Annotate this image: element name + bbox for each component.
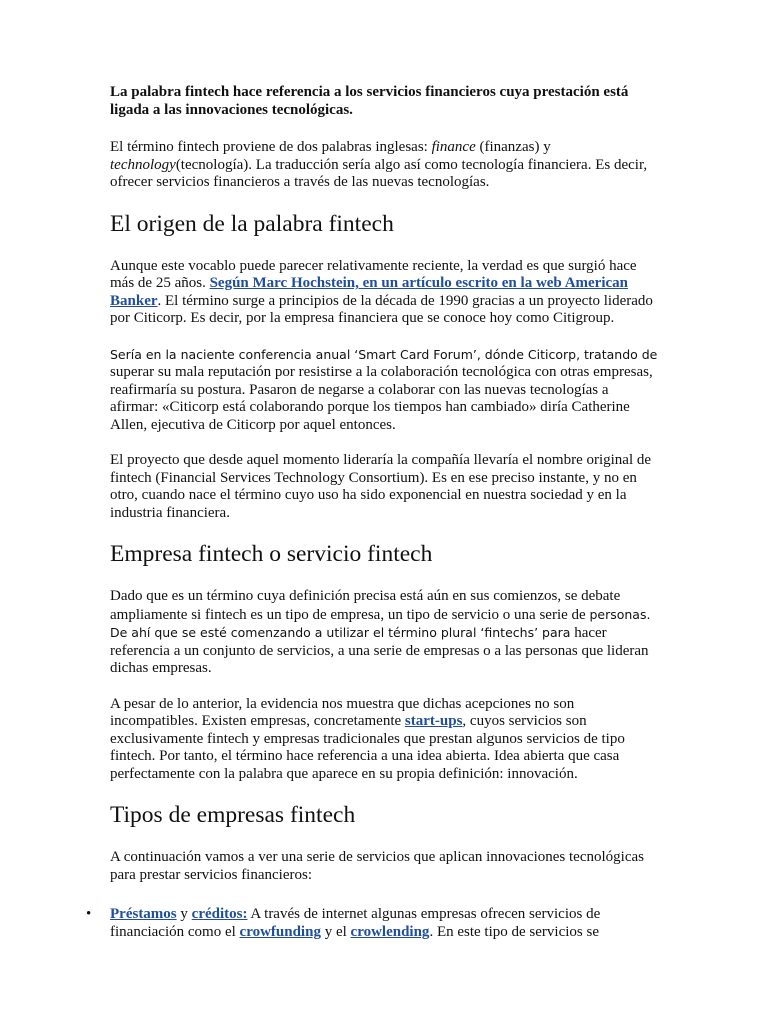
origin-p2-sans-text: Sería en la naciente conferencia anual ‘Smart Card Forum’, dónde Citicorp, tratando de	[110, 346, 658, 362]
origin-p2-rest-text: superar su mala reputación por resistirse a la colaboración tecnológica con otras empresas, reafirmaría su postura. Pasaron de negarse a colaborar con las nuevas tecnologías a afirmar: «Citicorp está colaborando porque los tiempos han cambiado» diría Catherine Allen, ejecutiva de Citicorp por aquel entonces.	[110, 364, 653, 433]
types-paragraph: A continuación vamos a ver una serie de servicios que aplican innovaciones tecnológicas para prestar servicios financieros:	[110, 849, 644, 883]
company-p1-text-b: hacer referencia a un conjunto de servicios, a una serie de empresas o a las personas que lideran dichas empresas.	[110, 625, 649, 676]
list-item	[86, 906, 660, 941]
crowfunding-link[interactable]: crowfunding	[239, 923, 321, 940]
definition-text-a: El término fintech proviene de dos palabras inglesas:	[110, 139, 432, 155]
finance-term: finance	[431, 139, 476, 155]
origin-text-a: Aunque este vocablo puede parecer relativamente reciente, la verdad es que surgió hace más de 25 años.	[110, 257, 637, 291]
bullet-text-b: y el	[320, 923, 351, 940]
american-banker-link[interactable]: Según Marc Hochstein, en un artículo escrito en la web American Banker	[110, 275, 629, 309]
prestamos-link[interactable]: Préstamos	[110, 906, 177, 922]
technology-term: technology	[110, 156, 176, 173]
company-paragraph-1	[110, 588, 660, 678]
company-p2-text-b: , cuyos servicios son exclusivamente fintech y empresas tradicionales que prestan algunos servicios de tipo fintech. Por tanto, el término hace referencia a una idea abierta. Idea abierta que casa perfectamente con la palabra que aparece en su propia definición: innovación.	[110, 713, 625, 782]
bullet-text-c: . En este tipo de servicios se	[429, 923, 599, 940]
company-p1-text-a: Dado que es un término cuya definición precisa está aún en sus comienzos, se debate ampliamente si fintech es un tipo de empresa, un tipo de servicio o una serie de	[110, 588, 621, 623]
origin-paragraph-3: El proyecto que desde aquel momento lideraría la compañía llevaría el nombre original de fintech (Financial Services Technology Consortium). Es en ese preciso instante, y no en otro, cuando nace el término cuyo uso ha sido exponencial en nuestra sociedad y en la industria financiera.	[110, 452, 652, 521]
origin-text-b: . El término surge a principios de la década de 1990 gracias a un proyecto liderado por Citicorp. Es decir, por la empresa financiera que se conoce hoy como Citigroup.	[110, 292, 653, 326]
definition-text-c: (tecnología). La traducción sería algo así como tecnología financiera. Es decir, ofrecer servicios financieros a través de las nuevas tecnologías.	[110, 156, 648, 190]
definition-paragraph	[110, 139, 660, 192]
definition-text-b: (finanzas) y	[475, 139, 551, 155]
crowlending-link[interactable]: crowlending	[350, 923, 430, 940]
bullet-icon: •	[86, 906, 92, 922]
heading-types: Tipos de empresas fintech	[110, 802, 356, 828]
bullet-conjunction: y	[176, 906, 192, 922]
origin-paragraph-2	[110, 346, 660, 435]
company-p2-text-a: A pesar de lo anterior, la evidencia nos muestra que dichas acepciones no son incompatibles. Existen empresas, concretamente	[110, 695, 575, 729]
heading-company-or-service: Empresa fintech o servicio fintech	[110, 541, 433, 567]
start-ups-link[interactable]: start-ups	[404, 713, 463, 729]
company-paragraph-2	[110, 696, 660, 784]
heading-origin: El origen de la palabra fintech	[110, 210, 394, 237]
origin-paragraph-1	[110, 258, 660, 328]
intro-paragraph: La palabra fintech hace referencia a los servicios financieros cuya prestación está ligada a las innovaciones tecnológicas.	[110, 84, 629, 118]
types-list	[86, 906, 660, 941]
creditos-link[interactable]: créditos:	[191, 906, 248, 922]
bullet-text-a: A través de internet algunas empresas ofrecen servicios de financiación como el	[110, 906, 601, 940]
company-p1-sans-text: personas. De ahí que se esté comenzando a utilizar el término plural ‘fintechs’ para	[110, 606, 651, 640]
